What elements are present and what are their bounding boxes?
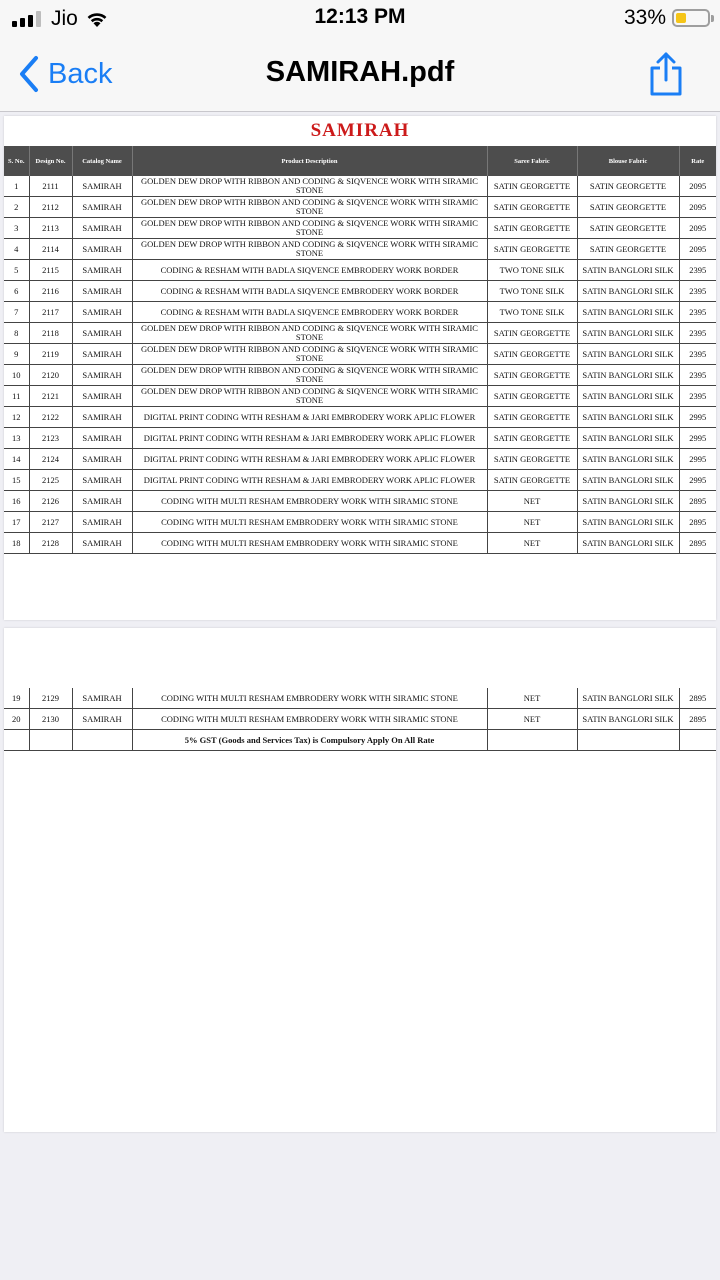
status-bar: [0, 0, 720, 40]
cell-rate: 2895: [679, 512, 716, 533]
table-row: [4, 365, 716, 386]
cell-saree-fabric: NET: [487, 491, 577, 512]
cell-design-no: 2111: [29, 176, 72, 197]
cell-sno: 16: [4, 491, 29, 512]
cell-design-no: 2114: [29, 239, 72, 260]
cell-product-description: CODING & RESHAM WITH BADLA SIQVENCE EMBRODERY WORK BORDER: [132, 302, 487, 323]
table-row: [4, 281, 716, 302]
cell-saree-fabric: NET: [487, 688, 577, 709]
cell-saree-fabric: SATIN GEORGETTE: [487, 323, 577, 344]
cell-rate: 2095: [679, 176, 716, 197]
header-sno: S. No.: [4, 146, 29, 176]
cell-catalog-name: SAMIRAH: [72, 239, 132, 260]
catalog-table: [4, 146, 716, 554]
cell-rate: 2995: [679, 407, 716, 428]
cell-saree-fabric: NET: [487, 709, 577, 730]
cell-saree-fabric: SATIN GEORGETTE: [487, 176, 577, 197]
cell-design-no: 2116: [29, 281, 72, 302]
header-blouse-fabric: Blouse Fabric: [577, 146, 679, 176]
cell-catalog-name: SAMIRAH: [72, 407, 132, 428]
cell-blouse-fabric: SATIN BANGLORI SILK: [577, 323, 679, 344]
cell-sno: 15: [4, 470, 29, 491]
cell-saree-fabric: SATIN GEORGETTE: [487, 470, 577, 491]
cell-blouse-fabric: SATIN BANGLORI SILK: [577, 533, 679, 554]
table-row: [4, 260, 716, 281]
cell-rate: 2395: [679, 323, 716, 344]
cell-saree-fabric: TWO TONE SILK: [487, 260, 577, 281]
cell-sno: 17: [4, 512, 29, 533]
cell-blouse-fabric: SATIN BANGLORI SILK: [577, 449, 679, 470]
cell-rate: 2395: [679, 281, 716, 302]
cell-sno: 3: [4, 218, 29, 239]
battery-percent: 33%: [623, 6, 666, 29]
cell-product-description: GOLDEN DEW DROP WITH RIBBON AND CODING & SIQVENCE WORK WITH SIRAMIC STONE: [132, 323, 487, 344]
cell-product-description: CODING WITH MULTI RESHAM EMBRODERY WORK WITH SIRAMIC STONE: [132, 709, 487, 730]
cell-catalog-name: SAMIRAH: [72, 302, 132, 323]
cell-sno: 4: [4, 239, 29, 260]
table-row: [4, 688, 716, 709]
navigation-bar: [0, 40, 720, 112]
cell-design-no: 2122: [29, 407, 72, 428]
table-header-row: [4, 146, 716, 176]
cell-saree-fabric: NET: [487, 512, 577, 533]
table-row: [4, 176, 716, 197]
cell-sno: 8: [4, 323, 29, 344]
cell-rate: 2395: [679, 344, 716, 365]
cell-rate: 2395: [679, 386, 716, 407]
cell-saree-fabric: TWO TONE SILK: [487, 302, 577, 323]
cell-sno: 10: [4, 365, 29, 386]
cell-product-description: CODING WITH MULTI RESHAM EMBRODERY WORK WITH SIRAMIC STONE: [132, 688, 487, 709]
status-right: [624, 5, 710, 31]
cell-design-no: 2130: [29, 709, 72, 730]
cell-saree-fabric: SATIN GEORGETTE: [487, 239, 577, 260]
table-row: [4, 407, 716, 428]
cell-design-no: 2128: [29, 533, 72, 554]
gst-note: 5% GST (Goods and Services Tax) is Compulsory Apply On All Rate: [132, 730, 487, 751]
cell-product-description: GOLDEN DEW DROP WITH RIBBON AND CODING & SIQVENCE WORK WITH SIRAMIC STONE: [132, 365, 487, 386]
table-row: [4, 709, 716, 730]
header-saree-fabric: Saree Fabric: [487, 146, 577, 176]
table-row: [4, 512, 716, 533]
cell-design-no: 2120: [29, 365, 72, 386]
table-row: [4, 218, 716, 239]
cell-blouse-fabric: SATIN GEORGETTE: [577, 176, 679, 197]
cell-rate: 2895: [679, 491, 716, 512]
table-row: [4, 386, 716, 407]
cell-catalog-name: SAMIRAH: [72, 176, 132, 197]
cell-blouse-fabric: SATIN BANGLORI SILK: [577, 386, 679, 407]
cell-blouse-fabric: SATIN BANGLORI SILK: [577, 512, 679, 533]
cell-design-no: 2129: [29, 688, 72, 709]
cell-sno: 1: [4, 176, 29, 197]
cell-design-no: 2119: [29, 344, 72, 365]
cell-product-description: CODING WITH MULTI RESHAM EMBRODERY WORK WITH SIRAMIC STONE: [132, 533, 487, 554]
cell-design-no: 2125: [29, 470, 72, 491]
cell-saree-fabric: SATIN GEORGETTE: [487, 428, 577, 449]
table-row: [4, 197, 716, 218]
catalog-title: SAMIRAH: [310, 120, 410, 141]
table-row: [4, 344, 716, 365]
cell-catalog-name: SAMIRAH: [72, 323, 132, 344]
header-design-no: Design No.: [29, 146, 72, 176]
table-row: [4, 302, 716, 323]
document-title: SAMIRAH.pdf: [265, 56, 455, 88]
cell-design-no: 2117: [29, 302, 72, 323]
cell-rate: 2895: [679, 533, 716, 554]
cell-blouse-fabric: SATIN BANGLORI SILK: [577, 407, 679, 428]
cell-saree-fabric: SATIN GEORGETTE: [487, 386, 577, 407]
cell-sno: 11: [4, 386, 29, 407]
cell-catalog-name: SAMIRAH: [72, 344, 132, 365]
cell-blouse-fabric: SATIN BANGLORI SILK: [577, 365, 679, 386]
cell-sno: 2: [4, 197, 29, 218]
cell-sno: 18: [4, 533, 29, 554]
cell-rate: 2995: [679, 428, 716, 449]
cell-design-no: 2121: [29, 386, 72, 407]
cell-saree-fabric: SATIN GEORGETTE: [487, 344, 577, 365]
cell-catalog-name: SAMIRAH: [72, 365, 132, 386]
cell-saree-fabric: SATIN GEORGETTE: [487, 449, 577, 470]
cell-rate: 2395: [679, 260, 716, 281]
cell-saree-fabric: SATIN GEORGETTE: [487, 197, 577, 218]
cell-product-description: GOLDEN DEW DROP WITH RIBBON AND CODING & SIQVENCE WORK WITH SIRAMIC STONE: [132, 344, 487, 365]
cell-product-description: GOLDEN DEW DROP WITH RIBBON AND CODING & SIQVENCE WORK WITH SIRAMIC STONE: [132, 386, 487, 407]
cell-saree-fabric: SATIN GEORGETTE: [487, 365, 577, 386]
cell-saree-fabric: TWO TONE SILK: [487, 281, 577, 302]
cell-rate: 2095: [679, 197, 716, 218]
pdf-page-2[interactable]: [4, 628, 716, 1132]
cell-catalog-name: SAMIRAH: [72, 470, 132, 491]
cell-blouse-fabric: SATIN BANGLORI SILK: [577, 302, 679, 323]
cell-rate: 2995: [679, 449, 716, 470]
cell-saree-fabric: SATIN GEORGETTE: [487, 407, 577, 428]
cell-saree-fabric: SATIN GEORGETTE: [487, 218, 577, 239]
cell-catalog-name: SAMIRAH: [72, 281, 132, 302]
back-label: Back: [48, 57, 113, 90]
cell-saree-fabric: NET: [487, 533, 577, 554]
cell-product-description: DIGITAL PRINT CODING WITH RESHAM & JARI EMBRODERY WORK APLIC FLOWER: [132, 407, 487, 428]
cell-sno: 13: [4, 428, 29, 449]
cell-design-no: 2127: [29, 512, 72, 533]
carrier-name: Jio: [51, 7, 78, 30]
cell-catalog-name: SAMIRAH: [72, 533, 132, 554]
share-icon[interactable]: [646, 50, 686, 98]
cell-product-description: CODING & RESHAM WITH BADLA SIQVENCE EMBRODERY WORK BORDER: [132, 260, 487, 281]
cell-product-description: DIGITAL PRINT CODING WITH RESHAM & JARI EMBRODERY WORK APLIC FLOWER: [132, 428, 487, 449]
cell-blouse-fabric: SATIN BANGLORI SILK: [577, 709, 679, 730]
table-row: [4, 491, 716, 512]
cell-blouse-fabric: SATIN GEORGETTE: [577, 239, 679, 260]
cell-design-no: 2118: [29, 323, 72, 344]
cell-sno: 20: [4, 709, 29, 730]
cell-design-no: 2112: [29, 197, 72, 218]
cell-blouse-fabric: SATIN BANGLORI SILK: [577, 428, 679, 449]
cell-catalog-name: SAMIRAH: [72, 428, 132, 449]
battery-icon: [672, 9, 710, 27]
cell-catalog-name: SAMIRAH: [72, 197, 132, 218]
header-catalog-name: Catalog Name: [72, 146, 132, 176]
cell-rate: 2995: [679, 470, 716, 491]
battery-level: [676, 13, 686, 23]
cell-blouse-fabric: SATIN GEORGETTE: [577, 218, 679, 239]
cell-catalog-name: SAMIRAH: [72, 449, 132, 470]
cell-rate: 2095: [679, 218, 716, 239]
cell-product-description: GOLDEN DEW DROP WITH RIBBON AND CODING & SIQVENCE WORK WITH SIRAMIC STONE: [132, 176, 487, 197]
cell-design-no: 2115: [29, 260, 72, 281]
cell-design-no: 2123: [29, 428, 72, 449]
cell-catalog-name: SAMIRAH: [72, 218, 132, 239]
cell-blouse-fabric: SATIN BANGLORI SILK: [577, 344, 679, 365]
cell-rate: 2895: [679, 709, 716, 730]
cell-blouse-fabric: SATIN BANGLORI SILK: [577, 281, 679, 302]
cell-product-description: GOLDEN DEW DROP WITH RIBBON AND CODING & SIQVENCE WORK WITH SIRAMIC STONE: [132, 197, 487, 218]
chevron-left-icon: [18, 55, 40, 93]
cell-sno: 14: [4, 449, 29, 470]
cell-product-description: CODING WITH MULTI RESHAM EMBRODERY WORK WITH SIRAMIC STONE: [132, 491, 487, 512]
cell-blouse-fabric: SATIN GEORGETTE: [577, 197, 679, 218]
header-product-description: Product Description: [132, 146, 487, 176]
cell-sno: 19: [4, 688, 29, 709]
cell-rate: 2395: [679, 302, 716, 323]
cell-sno: 9: [4, 344, 29, 365]
cell-product-description: DIGITAL PRINT CODING WITH RESHAM & JARI EMBRODERY WORK APLIC FLOWER: [132, 449, 487, 470]
cell-sno: 7: [4, 302, 29, 323]
cell-rate: 2095: [679, 239, 716, 260]
table-row: [4, 323, 716, 344]
cell-rate: 2895: [679, 688, 716, 709]
cell-catalog-name: SAMIRAH: [72, 709, 132, 730]
cell-sno: 12: [4, 407, 29, 428]
clock: 12:13 PM: [314, 5, 406, 28]
table-row: [4, 470, 716, 491]
cell-catalog-name: SAMIRAH: [72, 512, 132, 533]
table-row: [4, 533, 716, 554]
cell-product-description: DIGITAL PRINT CODING WITH RESHAM & JARI EMBRODERY WORK APLIC FLOWER: [132, 470, 487, 491]
cell-catalog-name: SAMIRAH: [72, 260, 132, 281]
cell-product-description: GOLDEN DEW DROP WITH RIBBON AND CODING & SIQVENCE WORK WITH SIRAMIC STONE: [132, 218, 487, 239]
header-rate: Rate: [679, 146, 716, 176]
cell-design-no: 2124: [29, 449, 72, 470]
pdf-page-1[interactable]: [4, 116, 716, 620]
cell-design-no: 2113: [29, 218, 72, 239]
cell-design-no: 2126: [29, 491, 72, 512]
cell-catalog-name: SAMIRAH: [72, 688, 132, 709]
table-row: [4, 449, 716, 470]
cell-product-description: CODING WITH MULTI RESHAM EMBRODERY WORK WITH SIRAMIC STONE: [132, 512, 487, 533]
table-row: [4, 428, 716, 449]
cell-product-description: CODING & RESHAM WITH BADLA SIQVENCE EMBRODERY WORK BORDER: [132, 281, 487, 302]
cell-catalog-name: SAMIRAH: [72, 386, 132, 407]
gst-note-row: [4, 730, 716, 751]
cell-catalog-name: SAMIRAH: [72, 491, 132, 512]
cell-blouse-fabric: SATIN BANGLORI SILK: [577, 260, 679, 281]
catalog-table-continued: [4, 688, 716, 751]
cell-sno: 6: [4, 281, 29, 302]
cell-blouse-fabric: SATIN BANGLORI SILK: [577, 688, 679, 709]
back-button[interactable]: [18, 50, 112, 98]
cell-blouse-fabric: SATIN BANGLORI SILK: [577, 470, 679, 491]
cell-blouse-fabric: SATIN BANGLORI SILK: [577, 491, 679, 512]
cell-rate: 2395: [679, 365, 716, 386]
table-row: [4, 239, 716, 260]
cell-product-description: GOLDEN DEW DROP WITH RIBBON AND CODING & SIQVENCE WORK WITH SIRAMIC STONE: [132, 239, 487, 260]
cell-sno: 5: [4, 260, 29, 281]
